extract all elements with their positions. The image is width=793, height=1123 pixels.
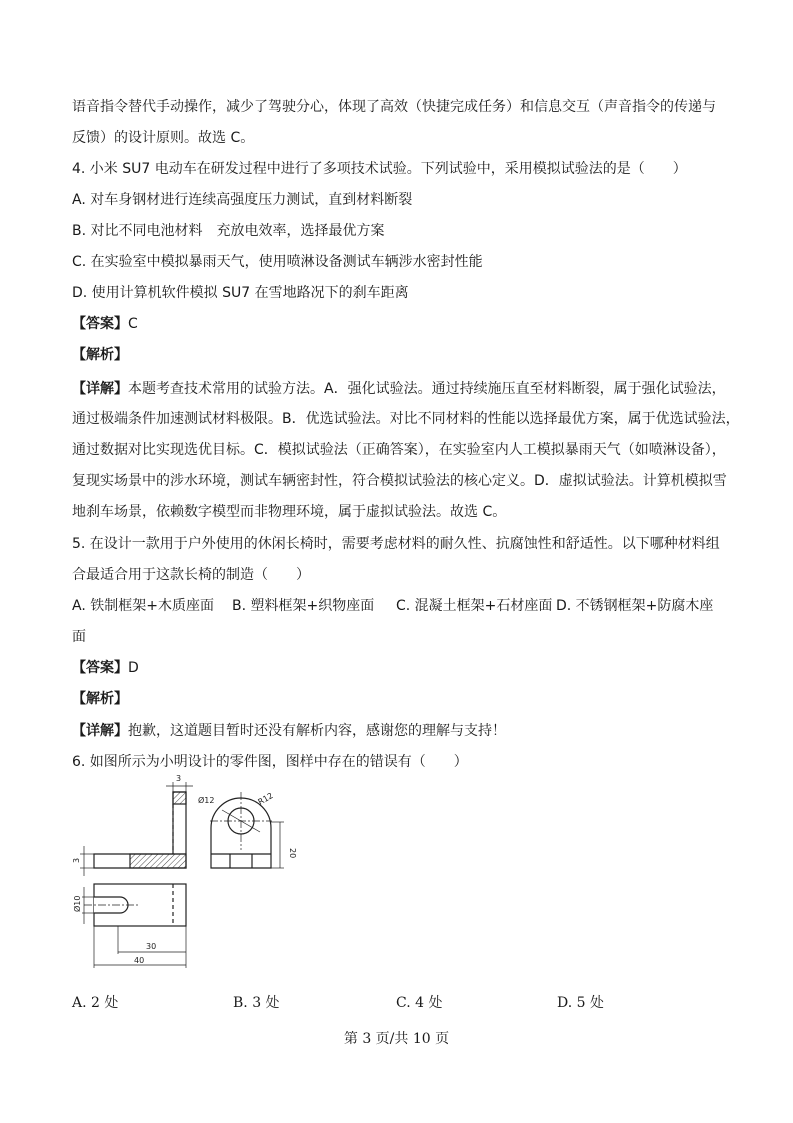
dim-top-3: 3 — [176, 774, 182, 783]
q4-detail-line: 复现实场景中的涉水环境，测试车辆密封性，符合模拟试验法的核心定义。D．虚拟试验法。计算机模拟雪 — [72, 473, 727, 489]
q4-answer — [72, 314, 138, 334]
part-drawing — [70, 772, 302, 977]
q5-option-a: A. 铁制框架+木质座面 — [72, 598, 214, 614]
q5-detail — [72, 721, 506, 741]
dim-d10: Ø10 — [73, 895, 82, 912]
dim-h20: 20 — [288, 848, 297, 859]
q4-analysis-tag — [72, 345, 128, 365]
q5-analysis-tag — [72, 689, 128, 709]
dim-d12: Ø12 — [198, 796, 215, 805]
dim-w40: 40 — [134, 956, 145, 965]
q5-option-wrap: 面 — [72, 629, 86, 645]
q5-option-d: D. 不锈钢框架+防腐木座 — [556, 598, 714, 614]
detail-tag: 【详解】 — [72, 723, 128, 739]
q6-choice-b: B. 3 处 — [233, 995, 280, 1011]
q4-option-d: D. 使用计算机软件模拟 SU7 在雪地路况下的刹车距离 — [72, 285, 409, 301]
front-view-hatch-bottom — [130, 854, 186, 868]
text-line: 反馈）的设计原则。故选 C。 — [72, 130, 255, 146]
answer-tag: 【答案】 — [72, 316, 128, 332]
q5-options — [72, 596, 713, 616]
front-view-hatch-top — [173, 792, 186, 804]
q6-choice-d: D. 5 处 — [557, 995, 604, 1011]
question-4-stem: 4. 小米 SU7 电动车在研发过程中进行了多项技术试验。下列试验中，采用模拟试验法的是（ ） — [72, 161, 687, 177]
dim-w30: 30 — [146, 942, 157, 951]
dim-left-3: 3 — [72, 857, 81, 863]
q4-option-c: C. 在实验室中模拟暴雨天气，使用喷淋设备测试车辆涉水密封性能 — [72, 254, 483, 270]
q6-choice-c: C. 4 处 — [396, 995, 443, 1011]
detail-tag: 【详解】 — [72, 381, 128, 397]
q5-answer — [72, 658, 139, 678]
analysis-tag: 【解析】 — [72, 347, 128, 363]
dim-r12: R12 — [256, 791, 275, 807]
q4-option-a: A. 对车身钢材进行连续高强度压力测试，直到材料断裂 — [72, 192, 413, 208]
text-line: 语音指令替代手动操作，减少了驾驶分心，体现了高效（快捷完成任务）和信息交互（声音指令的传递与 — [72, 99, 716, 115]
answer-value: C — [128, 316, 138, 332]
answer-value: D — [128, 660, 139, 676]
answer-tag: 【答案】 — [72, 660, 128, 676]
page-footer: 第 3 页/共 10 页 — [343, 1031, 450, 1047]
q6-choice-a: A. 2 处 — [72, 995, 119, 1011]
q4-detail-line — [72, 379, 726, 399]
q5-option-b: B. 塑料框架+织物座面 — [232, 598, 375, 614]
q4-detail-line: 通过数据对比实现选优目标。C．模拟试验法（正确答案），在实验室内人工模拟暴雨天气（如喷淋设备）， — [72, 442, 726, 458]
question-5-stem: 合最适合用于这款长椅的制造（ ） — [72, 567, 310, 583]
q5-option-c: C. 混凝土框架+石材座面 — [396, 598, 553, 614]
question-5-stem: 5. 在设计一款用于户外使用的休闲长椅时，需要考虑材料的耐久性、抗腐蚀性和舒适性。以下哪种材料组 — [72, 536, 720, 552]
analysis-tag: 【解析】 — [72, 691, 128, 707]
q4-detail-line: 地刹车场景，依赖数字模型而非物理环境，属于虚拟试验法。故选 C。 — [72, 504, 507, 520]
detail-text: 抱歉，这道题目暂时还没有解析内容，感谢您的理解与支持！ — [128, 723, 506, 739]
q4-detail-line: 通过极端条件加速测试材料极限。B．优选试验法。对比不同材料的性能以选择最优方案，属于优选试验法， — [72, 411, 740, 427]
question-6-stem: 6. 如图所示为小明设计的零件图，图样中存在的错误有（ ） — [72, 754, 468, 770]
q4-option-b: B. 对比不同电池材料 充放电效率，选择最优方案 — [72, 223, 385, 239]
detail-text: 本题考查技术常用的试验方法。A．强化试验法。通过持续施压直至材料断裂，属于强化试验法， — [128, 381, 726, 397]
